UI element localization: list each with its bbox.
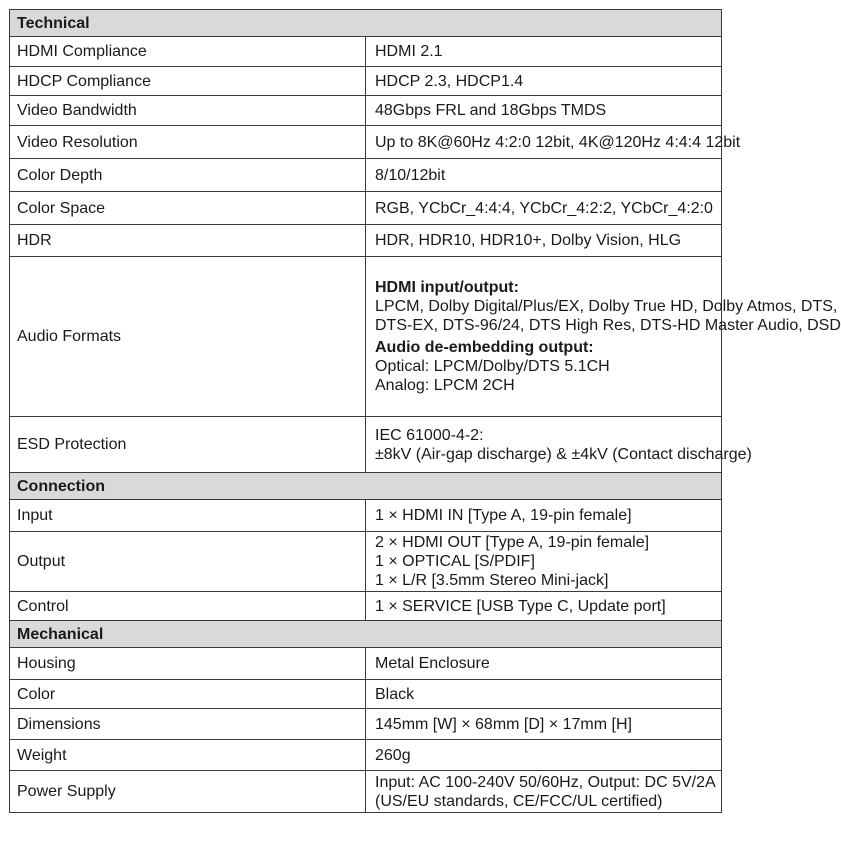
spec-value [366, 192, 722, 225]
spec-value [366, 592, 722, 621]
spec-row-housing [10, 648, 722, 680]
spec-value [366, 37, 722, 67]
section-title: Mechanical [10, 621, 722, 648]
spec-row-control [10, 592, 722, 621]
spec-value-line: Optical: LPCM/Dolby/DTS 5.1CH [375, 358, 610, 375]
spec-label: Power Supply [10, 771, 366, 813]
spec-label: Color Space [10, 192, 366, 225]
spec-row-dimensions [10, 709, 722, 740]
spec-value-line: IEC 61000-4-2: [375, 426, 484, 444]
spec-label: Output [10, 532, 366, 592]
spec-value [366, 225, 722, 257]
spec-label: Input [10, 500, 366, 532]
section-header-mechanical [10, 621, 722, 648]
spec-label: Color [10, 680, 366, 709]
spec-row-hdr [10, 225, 722, 257]
spec-value [366, 159, 722, 192]
spec-value-line: 1 × SERVICE [USB Type C, Update port] [375, 597, 666, 615]
section-title: Technical [10, 10, 722, 37]
spec-value [366, 126, 741, 159]
spec-value [366, 532, 722, 592]
spec-label: Color Depth [10, 159, 366, 192]
spec-row-weight [10, 740, 722, 771]
spec-value-line: 1 × L/R [3.5mm Stereo Mini-jack] [375, 572, 609, 589]
spec-value [366, 67, 722, 96]
spec-row-esd-protection [10, 417, 722, 473]
spec-value-line: HDR, HDR10, HDR10+, Dolby Vision, HLG [375, 232, 682, 249]
spec-value-line: Input: AC 100-240V 50/60Hz, Output: DC 5V/2A [375, 773, 716, 791]
spec-label: Video Bandwidth [10, 96, 366, 126]
spec-value [366, 680, 722, 709]
spec-value [366, 709, 722, 740]
spec-value [366, 500, 722, 532]
spec-row-video-bandwidth [10, 96, 722, 126]
spec-row-output [10, 532, 722, 592]
spec-value-heading: Audio de-embedding output: [375, 339, 594, 356]
spec-label: Video Resolution [10, 126, 366, 159]
spec-value [366, 257, 841, 417]
spec-label: HDR [10, 225, 366, 257]
spec-table [9, 9, 841, 813]
spec-value-line: HDCP 2.3, HDCP1.4 [375, 72, 524, 90]
spec-row-input [10, 500, 722, 532]
spec-value-line: 2 × HDMI OUT [Type A, 19-pin female] [375, 534, 650, 551]
spec-label: Dimensions [10, 709, 366, 740]
spec-value-line: 145mm [W] × 68mm [D] × 17mm [H] [375, 715, 632, 733]
spec-value-line: ±8kV (Air-gap discharge) & ±4kV (Contact discharge) [375, 445, 752, 463]
spec-value [366, 740, 722, 771]
spec-value-line: 1 × HDMI IN [Type A, 19-pin female] [375, 507, 632, 524]
spec-row-hdmi-compliance [10, 37, 722, 67]
spec-value-line: DTS-EX, DTS-96/24, DTS High Res, DTS-HD Master Audio, DSD [375, 317, 841, 334]
spec-value-line: LPCM, Dolby Digital/Plus/EX, Dolby True HD, Dolby Atmos, DTS, [375, 298, 838, 315]
spec-row-color-depth [10, 159, 722, 192]
spec-value-line: Analog: LPCM 2CH [375, 377, 515, 394]
section-header-connection [10, 473, 722, 500]
spec-label: Weight [10, 740, 366, 771]
spec-value-line: RGB, YCbCr_4:4:4, YCbCr_4:2:2, YCbCr_4:2:0 [375, 199, 713, 217]
spec-value-line: HDMI 2.1 [375, 43, 443, 60]
spec-value [366, 96, 722, 126]
spec-label: Control [10, 592, 366, 621]
spec-value-line: 1 × OPTICAL [S/PDIF] [375, 553, 535, 570]
spec-row-power-supply [10, 771, 722, 813]
spec-value-line: (US/EU standards, CE/FCC/UL certified) [375, 792, 663, 810]
spec-value-heading: HDMI input/output: [375, 279, 519, 296]
spec-table-body [10, 10, 841, 813]
spec-value-line: 260g [375, 746, 411, 764]
spec-value-line: Metal Enclosure [375, 655, 490, 672]
spec-value-line: 8/10/12bit [375, 166, 446, 184]
spec-row-video-resolution [10, 126, 722, 159]
spec-row-color-space [10, 192, 722, 225]
spec-value [366, 648, 722, 680]
spec-label: Audio Formats [10, 257, 366, 417]
spec-value-line: Black [375, 685, 415, 703]
spec-label: Housing [10, 648, 366, 680]
spec-value [366, 417, 752, 473]
spec-value-line: 48Gbps FRL and 18Gbps TMDS [375, 102, 607, 119]
section-header-technical [10, 10, 722, 37]
spec-value [366, 771, 722, 813]
spec-row-hdcp-compliance [10, 67, 722, 96]
spec-row-color [10, 680, 722, 709]
spec-label: HDMI Compliance [10, 37, 366, 67]
section-title: Connection [10, 473, 722, 500]
spec-label: ESD Protection [10, 417, 366, 473]
spec-value-line: Up to 8K@60Hz 4:2:0 12bit, 4K@120Hz 4:4:4 12bit [375, 133, 741, 151]
spec-row-audio-formats [10, 257, 722, 417]
spec-label: HDCP Compliance [10, 67, 366, 96]
